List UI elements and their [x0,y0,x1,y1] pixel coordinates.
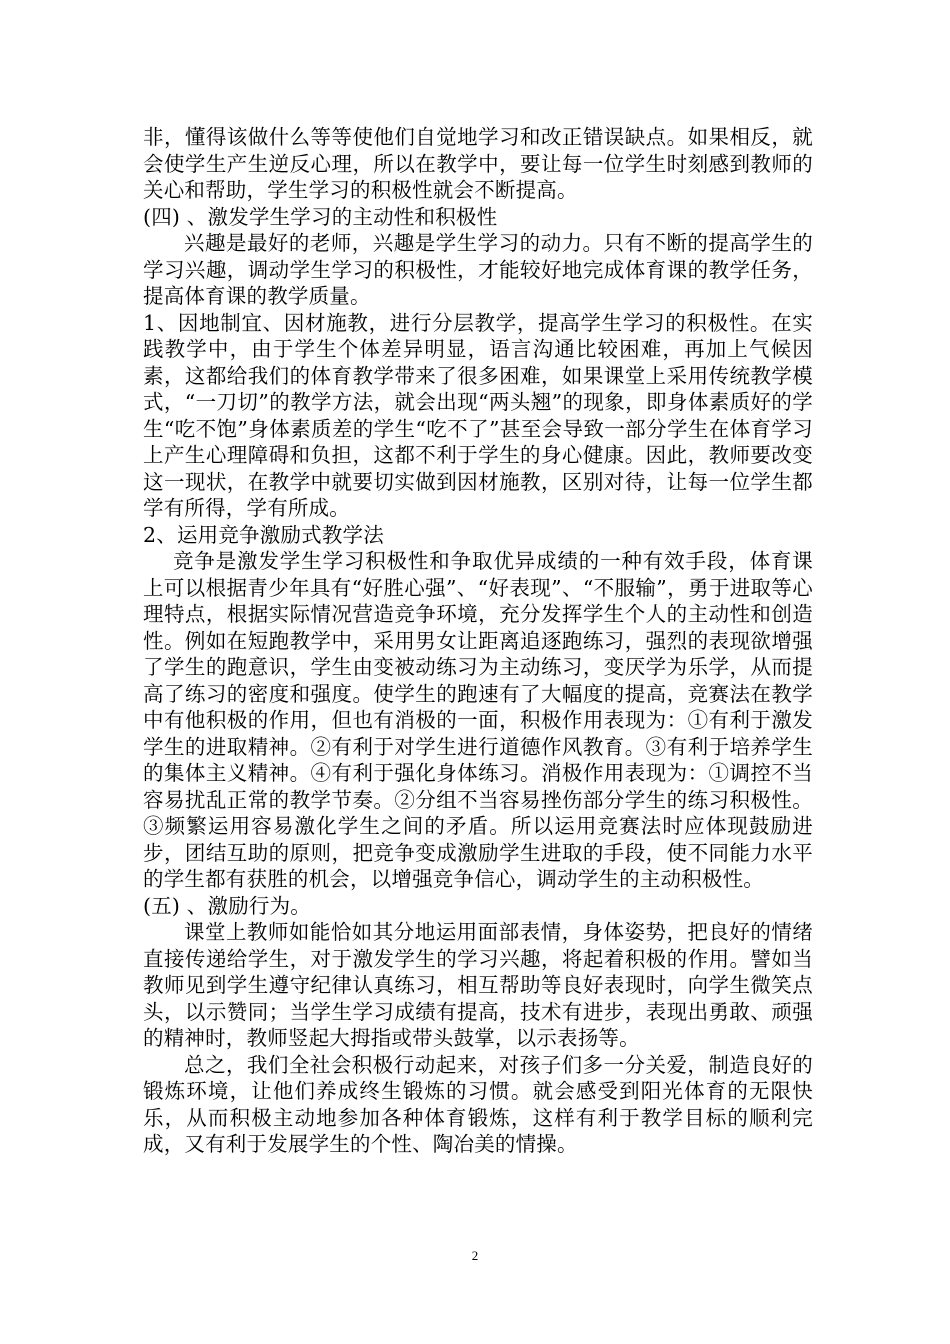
section-heading-4: (四) 、激发学生学习的主动性和积极性 [143,204,498,229]
subheading-item-2: 2、运用竞争激励式教学法 [143,522,384,547]
section-heading-5: (五) 、激励行为。 [143,893,312,918]
paragraph-interest: 兴趣是最好的老师，兴趣是学生学习的动力。只有不断的提高学生的学习兴趣，调动学生学习的积极性，才能较好地完成体育课的教学任务，提高体育课的教学质量。 [143,231,813,308]
paragraph-conclusion: 总之，我们全社会积极行动起来，对孩子们多一分关爱，制造良好的锻炼环境，让他们养成终生锻炼的习惯。就会感受到阳光体育的无限快乐，从而积极主动地参加各种体育锻炼，这样有利于教学目标的顺利完成，又有利于发展学生的个性、陶冶美的情操。 [143,1052,813,1156]
body-text [143,124,813,1158]
paragraph-behavior: 课堂上教师如能恰如其分地运用面部表情，身体姿势，把良好的情绪直接传递给学生，对于激发学生的学习兴趣，将起着积极的作用。譬如当教师见到学生遵守纪律认真练习，相互帮助等良好表现时，向学生微笑点头，以示赞同；当学生学习成绩有提高，技术有进步，表现出勇敢、顽强的精神时，教师竖起大拇指或带头鼓掌，以示表扬等。 [143,920,813,1050]
paragraph-item-1: 1、因地制宜、因材施教，进行分层教学，提高学生学习的积极性。在实践教学中，由于学生个体差异明显，语言沟通比较困难，再加上气候因素，这都给我们的体育教学带来了很多困难，如果课堂上采用传统教学模式，“一刀切”的教学方法，就会出现“两头翘”的现象，即身体素质好的学生“吃不饱”身体素质差的学生“吃不了”甚至会导致一部分学生在体育学习上产生心理障碍和负担，这都不利于学生的身心健康。因此，教师要改变这一现状，在教学中就要切实做到因材施教，区别对待，让每一位学生都学有所得，学有所成。 [143,310,813,520]
paragraph-competition: 竞争是激发学生学习积极性和争取优异成绩的一种有效手段，体育课上可以根据青少年具有“好胜心强”、“好表现”、“不服输”，勇于进取等心理特点，根据实际情况营造竞争环境，充分发挥学生个人的主动性和创造性。例如在短跑教学中，采用男女让距离追逐跑练习，强烈的表现欲增强了学生的跑意识，学生由变被动练习为主动练习，变厌学为乐学，从而提高了练习的密度和强度。使学生的跑速有了大幅度的提高，竞赛法在教学中有他积极的作用，但也有消极的一面，积极作用表现为：①有利于激发学生的进取精神。②有利于对学生进行道德作风教育。③有利于培养学生的集体主义精神。④有利于强化身体练习。消极作用表现为：①调控不当容易扰乱正常的教学节奏。②分组不当容易挫伤部分学生的练习积极性。③频繁运用容易激化学生之间的矛盾。所以运用竞赛法时应体现鼓励进步，团结互助的原则，把竞争变成激励学生进取的手段，使不同能力水平的学生都有获胜的机会，以增强竞争信心，调动学生的主动积极性。 [143,549,813,891]
page-number: 2 [471,1248,479,1263]
paragraph-continuation: 非，懂得该做什么等等使他们自觉地学习和改正错误缺点。如果相反，就会使学生产生逆反心理，所以在教学中，要让每一位学生时刻感到教师的关心和帮助，学生学习的积极性就会不断提高。 [143,125,813,202]
